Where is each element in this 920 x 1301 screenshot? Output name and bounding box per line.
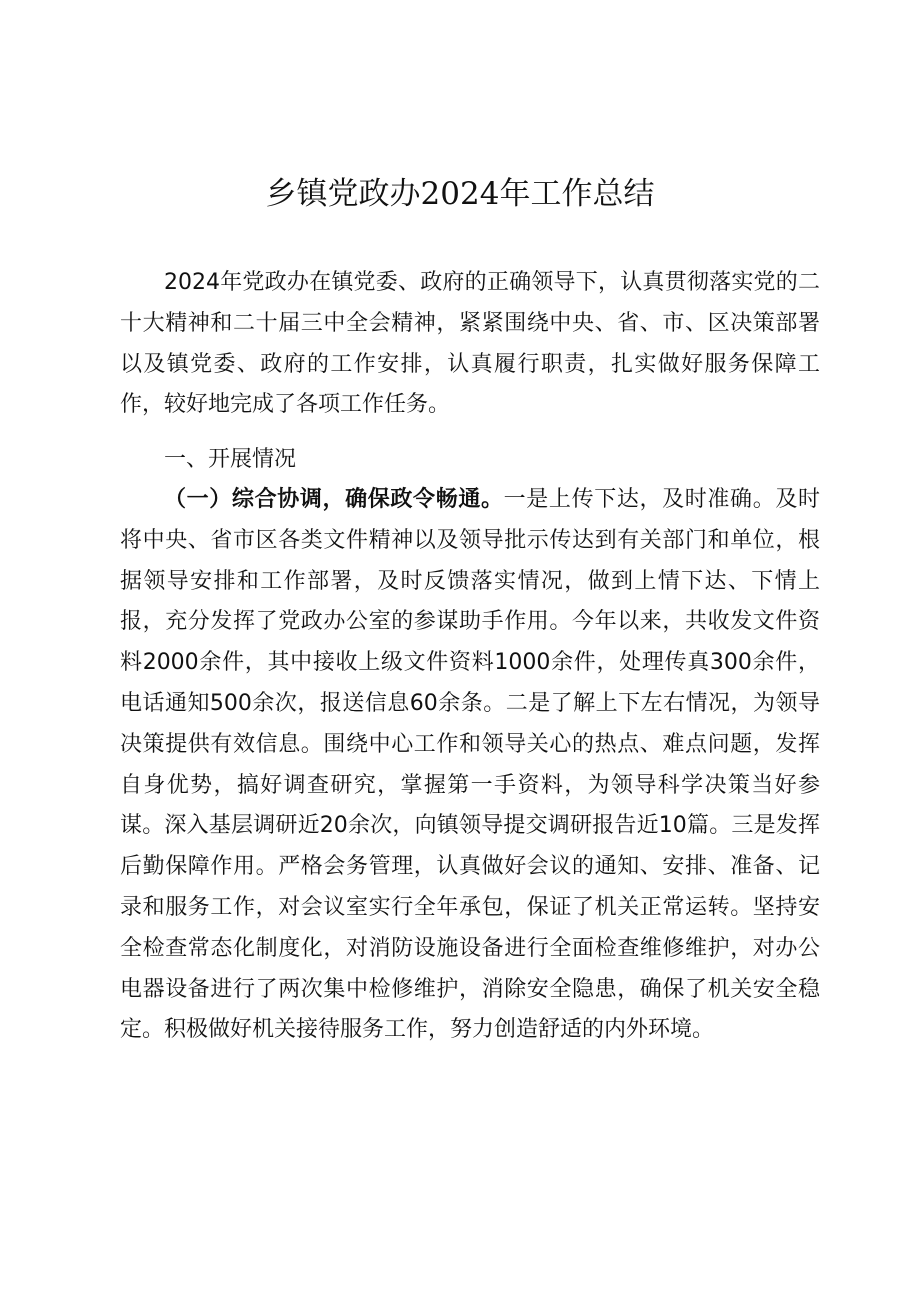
section-heading: 一、开展情况 [164,447,297,472]
intro-paragraph: 2024年党政办在镇党委、政府的正确领导下，认真贯彻落实党的二十大精神和二十届三中全会精神，紧紧围绕中央、省、市、区决策部署以及镇党委、政府的工作安排，认真履行职责，扎实做好服务保障工作，较好地完成了各项工作任务。 [120,270,820,418]
subsection-heading: （一）综合协调，确保政令畅通。 [164,487,504,512]
document-title: 乡镇党政办2024年工作总结 [265,176,655,212]
subsection-paragraph [120,480,820,1051]
subsection-body: 一是上传下达，及时准确。及时将中央、省市区各类文件精神以及领导批示传达到有关部门和单位，根据领导安排和工作部署，及时反馈落实情况，做到上情下达、下情上报，充分发挥了党政办公室的参谋助手作用。今年以来，共收发文件资料2000余件，其中接收上级文件资料1000余件，处理传真300余件，电话通知500余次，报送信息60余条。二是了解上下左右情况，为领导决策提供有效信息。围绕中心工作和领导关心的热点、难点问题，发挥自身优势，搞好调查研究，掌握第一手资料，为领导科学决策当好参谋。深入基层调研近20余次，向镇领导提交调研报告近10篇。三是发挥后勤保障作用。严格会务管理，认真做好会议的通知、安排、准备、记录和服务工作，对会议室实行全年承包，保证了机关正常运转。坚持安全检查常态化制度化，对消防设施设备进行全面检查维修维护，对办公电器设备进行了两次集中检修维护，消除安全隐患，确保了机关安全稳定。积极做好机关接待服务工作，努力创造舒适的内外环境。 [120,487,820,1043]
